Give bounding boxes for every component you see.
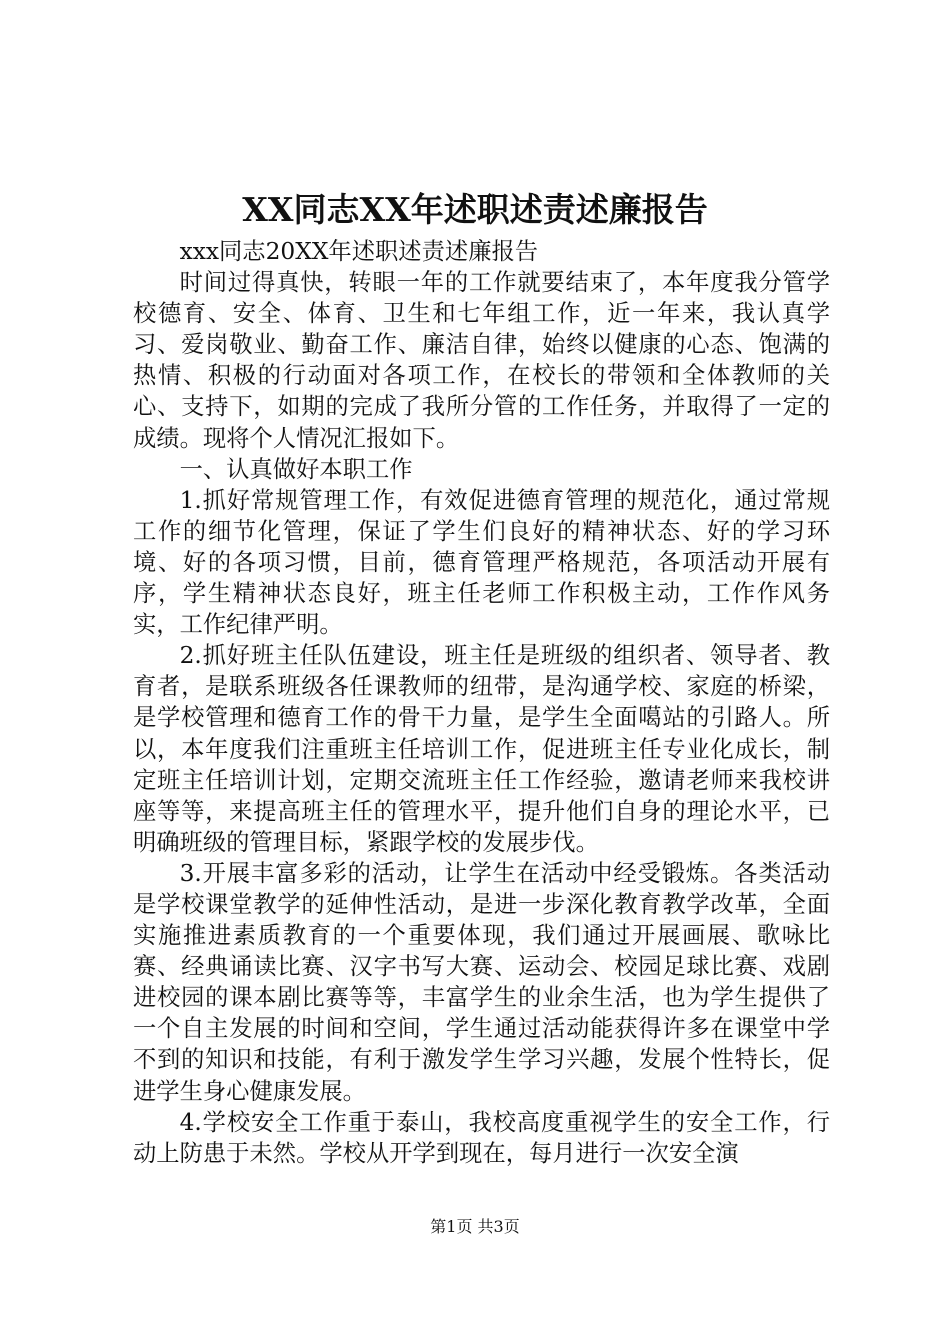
paragraph-item-1: 1.抓好常规管理工作，有效促进德育管理的规范化，通过常规工作的细节化管理，保证了学生们良好的精神状态、好的学习环境、好的各项习惯，目前，德育管理严格规范，各项活动开展有序，学生精神状态良好，班主任老师工作积极主动，工作作风务实，工作纪律严明。 [133, 486, 830, 639]
paragraph-subtitle: xxx同志20XX年述职述责述廉报告 [179, 238, 539, 265]
paragraph-item-2: 2.抓好班主任队伍建设，班主任是班级的组织者、领导者、教育者，是联系班级各任课教师的纽带，是沟通学校、家庭的桥梁，是学校管理和德育工作的骨干力量，是学生全面噶站的引路人。所以，本年度我们注重班主任培训工作，促进班主任专业化成长，制定班主任培训计划，定期交流班主任工作经验，邀请老师来我校讲座等等，来提高班主任的管理水平，提升他们自身的理论水平，已明确班级的管理目标，紧跟学校的发展步伐。 [133, 642, 830, 856]
document-body [133, 236, 830, 1169]
section-heading: 一、认真做好本职工作 [179, 455, 413, 483]
page-number-footer: 第1页 共3页 [430, 1217, 520, 1236]
document-title: XX同志XX年述职述责述廉报告 [242, 190, 708, 229]
paragraph-item-4: 4.学校安全工作重于泰山，我校高度重视学生的安全工作，行动上防患于未然。学校从开学到现在，每月进行一次安全演 [133, 1108, 830, 1167]
paragraph-intro: 时间过得真快，转眼一年的工作就要结束了，本年度我分管学校德育、安全、体育、卫生和七年组工作，近一年来，我认真学习、爱岗敬业、勤奋工作、廉洁自律，始终以健康的心态、饱满的热情、积极的行动面对各项工作，在校长的带领和全体教师的关心、支持下，如期的完成了我所分管的工作任务，并取得了一定的成绩。现将个人情况汇报如下。 [133, 269, 830, 452]
paragraph-item-3: 3.开展丰富多彩的活动，让学生在活动中经受锻炼。各类活动是学校课堂教学的延伸性活动，是进一步深化教育教学改革，全面实施推进素质教育的一个重要体现，我们通过开展画展、歌咏比赛、经典诵读比赛、汉字书写大赛、运动会、校园足球比赛、戏剧进校园的课本剧比赛等等，丰富学生的业余生活，也为学生提供了一个自主发展的时间和空间，学生通过活动能获得许多在课堂中学不到的知识和技能，有利于激发学生学习兴趣，发展个性特长，促进学生身心健康发展。 [133, 859, 830, 1105]
